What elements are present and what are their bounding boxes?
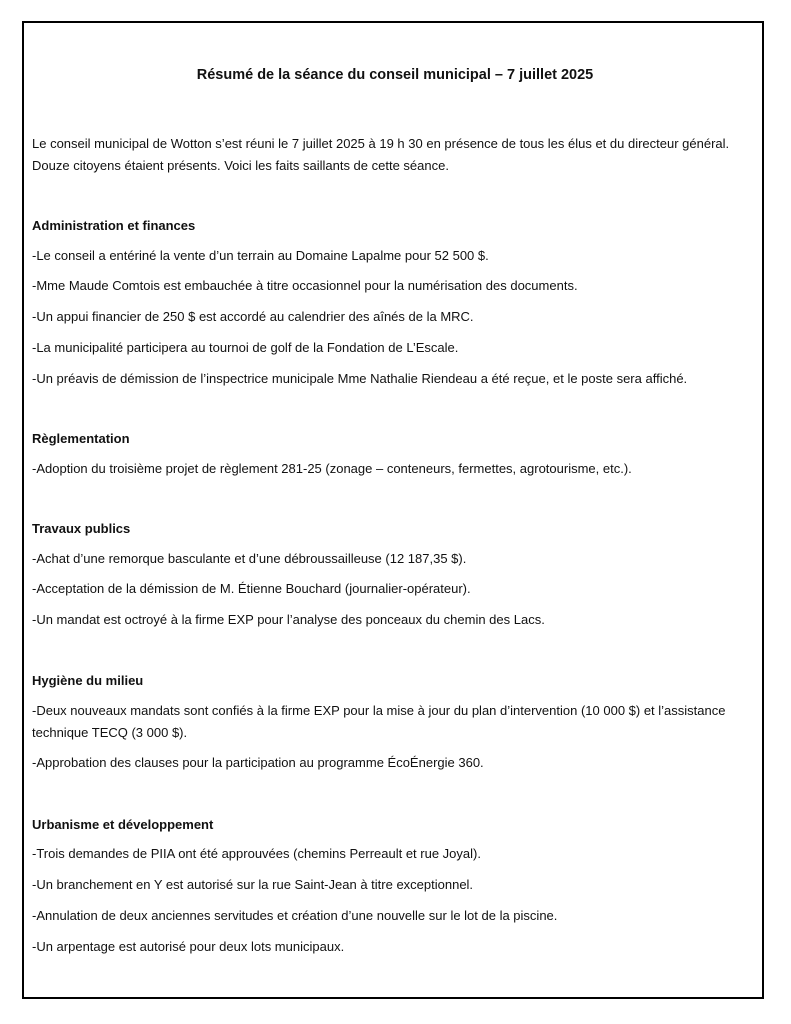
list-item: -Adoption du troisième projet de règlement 281-25 (zonage – conteneurs, fermettes, agrotourisme, etc.). (32, 461, 632, 476)
list-item: -Un arpentage est autorisé pour deux lots municipaux. (32, 939, 345, 954)
list-item: -La municipalité participera au tournoi de golf de la Fondation de L’Escale. (32, 340, 459, 355)
list-item: -Un préavis de démission de l’inspectrice municipale Mme Nathalie Riendeau a été reçue, et le poste sera affiché. (32, 371, 688, 386)
list-item: -Trois demandes de PIIA ont été approuvées (chemins Perreault et rue Joyal). (32, 846, 481, 861)
section-heading-travaux-publics: Travaux publics (32, 521, 131, 536)
intro-paragraph: Le conseil municipal de Wotton s’est réuni le 7 juillet 2025 à 19 h 30 en présence de tous les élus et du directeur général. Douze citoyens étaient présents. Voici les faits saillants de cette séance. (32, 136, 730, 173)
list-item: -Annulation de deux anciennes servitudes et création d’une nouvelle sur le lot de la piscine. (32, 908, 558, 923)
list-item: -Mme Maude Comtois est embauchée à titre occasionnel pour la numérisation des documents. (32, 278, 578, 293)
section-heading-hygiene-du-milieu: Hygiène du milieu (32, 673, 144, 688)
list-item: -Approbation des clauses pour la participation au programme ÉcoÉnergie 360. (32, 755, 484, 770)
section-heading-reglementation: Règlementation (32, 431, 130, 446)
section-heading-administration: Administration et finances (32, 218, 196, 233)
list-item: -Le conseil a entériné la vente d’un terrain au Domaine Lapalme pour 52 500 $. (32, 248, 489, 263)
list-item: -Acceptation de la démission de M. Étienne Bouchard (journalier-opérateur). (32, 581, 471, 596)
list-item: -Deux nouveaux mandats sont confiés à la firme EXP pour la mise à jour du plan d’intervention (10 000 $) et l’assistance technique TECQ (3 000 $). (32, 703, 726, 740)
section-heading-urbanisme: Urbanisme et développement (32, 817, 214, 832)
list-item: -Achat d’une remorque basculante et d’une débroussailleuse (12 187,35 $). (32, 551, 467, 566)
list-item: -Un mandat est octroyé à la firme EXP pour l’analyse des ponceaux du chemin des Lacs. (32, 612, 545, 627)
document-frame (22, 21, 764, 999)
document-title: Résumé de la séance du conseil municipal – 7 juillet 2025 (196, 67, 594, 83)
list-item: -Un appui financier de 250 $ est accordé au calendrier des aînés de la MRC. (32, 309, 474, 324)
list-item: -Un branchement en Y est autorisé sur la rue Saint-Jean à titre exceptionnel. (32, 877, 474, 892)
